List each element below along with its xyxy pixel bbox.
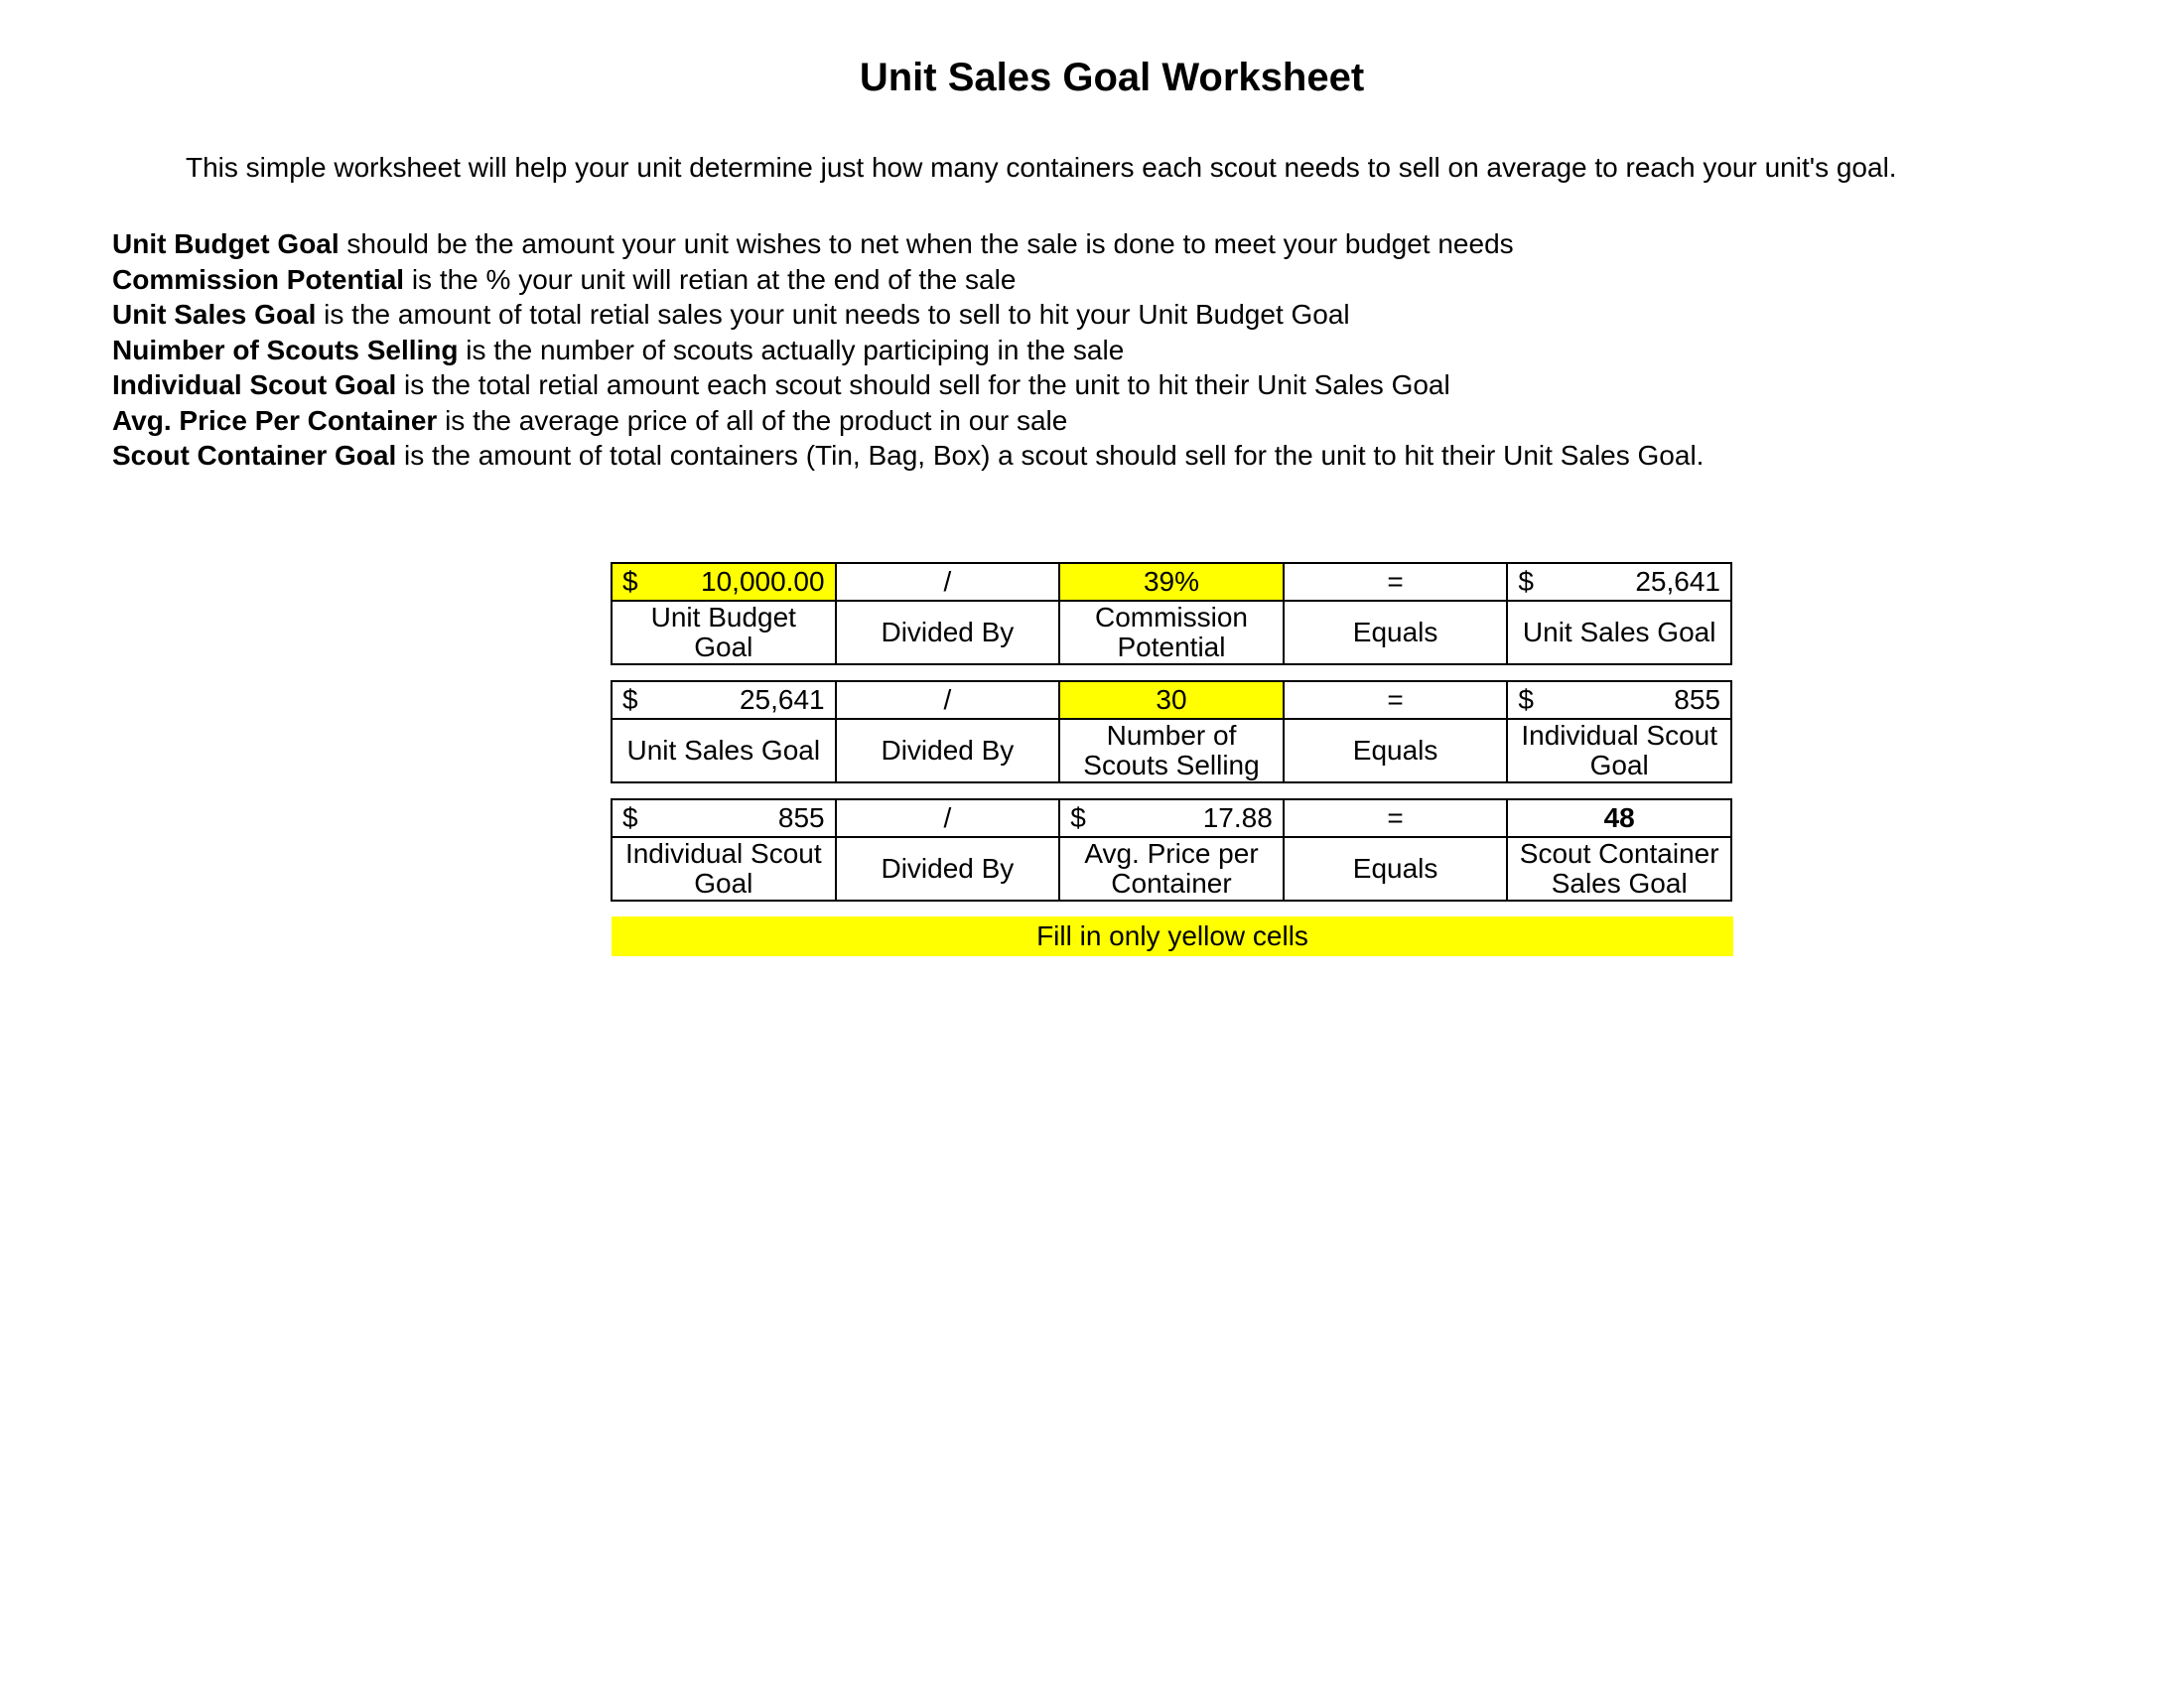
value-row [612,799,1731,837]
label-row [612,601,1731,664]
container-goal-calculation [611,798,1732,902]
definition-item [112,438,1704,474]
currency-symbol: $ [1070,802,1086,833]
definition-text: is the amount of total retial sales your unit needs to sell to hit your Unit Budget Goal [316,299,1350,330]
definition-term: Commission Potential [112,263,405,295]
individual-goal-value-cell [612,799,836,837]
sales-goal-calculation [611,562,1732,665]
definition-item [112,367,1704,403]
sales-goal-value-cell [612,681,836,719]
avg-price-label: Avg. Price per Container [1059,837,1284,901]
definition-text: is the % your unit will retian at the end of the sale [404,263,1017,295]
individual-goal-label: Individual Scout Goal [1507,719,1731,782]
definition-term: Unit Budget Goal [112,228,340,259]
definition-text: is the average price of all of the product in our sale [437,404,1068,436]
definition-text: should be the amount your unit wishes to net when the sale is done to meet your budget needs [339,228,1514,259]
divide-operator: / [836,799,1060,837]
currency-symbol: $ [1518,566,1534,597]
definition-text: is the amount of total containers (Tin, Bag, Box) a scout should sell for the unit to hit their Unit Sales Goal. [396,440,1705,471]
equals-operator: = [1284,799,1508,837]
definition-term: Scout Container Goal [112,440,397,471]
divide-operator: / [836,681,1060,719]
currency-symbol: $ [1518,684,1534,715]
currency-symbol: $ [622,684,638,715]
individual-goal-result [1507,681,1731,719]
sales-goal-label: Unit Sales Goal [1507,601,1731,664]
budget-goal-value: 10,000.00 [701,566,825,597]
sales-goal-value: 25,641 [1635,566,1720,597]
sales-goal-label: Unit Sales Goal [612,719,836,782]
label-row [612,837,1731,901]
commission-input[interactable]: 39% [1059,563,1284,601]
individual-goal-value: 855 [777,802,825,833]
equals-operator: = [1284,681,1508,719]
individual-goal-value: 855 [1674,684,1720,715]
equals-label: Equals [1284,837,1508,901]
label-row [612,719,1731,782]
definition-item [112,262,1704,298]
equals-operator: = [1284,563,1508,601]
equals-label: Equals [1284,719,1508,782]
equals-label: Equals [1284,601,1508,664]
individual-goal-calculation [611,680,1732,783]
definition-item [112,226,1704,262]
currency-symbol: $ [622,802,638,833]
container-goal-result: 48 [1507,799,1731,837]
divided-by-label: Divided By [836,719,1060,782]
individual-goal-label: Individual Scout Goal [612,837,836,901]
definition-text: is the number of scouts actually participing in the sale [458,334,1125,365]
definitions-list [112,226,1704,474]
intro-text: This simple worksheet will help your unit determine just how many containers each scout needs to sell on average to reach your unit's goal. [186,152,1897,183]
scouts-selling-input[interactable]: 30 [1059,681,1284,719]
sales-goal-value: 25,641 [739,684,825,715]
value-row [612,563,1731,601]
definition-term: Individual Scout Goal [112,369,397,400]
definition-item [112,403,1704,439]
avg-price-value: 17.88 [1202,802,1273,833]
divided-by-label: Divided By [836,837,1060,901]
value-row [612,681,1731,719]
scouts-selling-label: Number of Scouts Selling [1059,719,1284,782]
sales-goal-result [1507,563,1731,601]
commission-label: Commission Potential [1059,601,1284,664]
budget-goal-label: Unit Budget Goal [612,601,836,664]
currency-symbol: $ [622,566,638,597]
divided-by-label: Divided By [836,601,1060,664]
budget-goal-input[interactable] [612,563,836,601]
definition-item [112,297,1704,333]
definition-term: Nuimber of Scouts Selling [112,334,459,365]
definition-term: Avg. Price Per Container [112,404,438,436]
definition-term: Unit Sales Goal [112,299,317,330]
container-goal-label: Scout Container Sales Goal [1507,837,1731,901]
divide-operator: / [836,563,1060,601]
definition-text: is the total retial amount each scout should sell for the unit to hit their Unit Sales Goal [396,369,1450,400]
page-title: Unit Sales Goal Worksheet [859,56,1365,99]
fill-instruction-note: Fill in only yellow cells [612,916,1733,956]
avg-price-cell [1059,799,1284,837]
definition-item [112,333,1704,368]
